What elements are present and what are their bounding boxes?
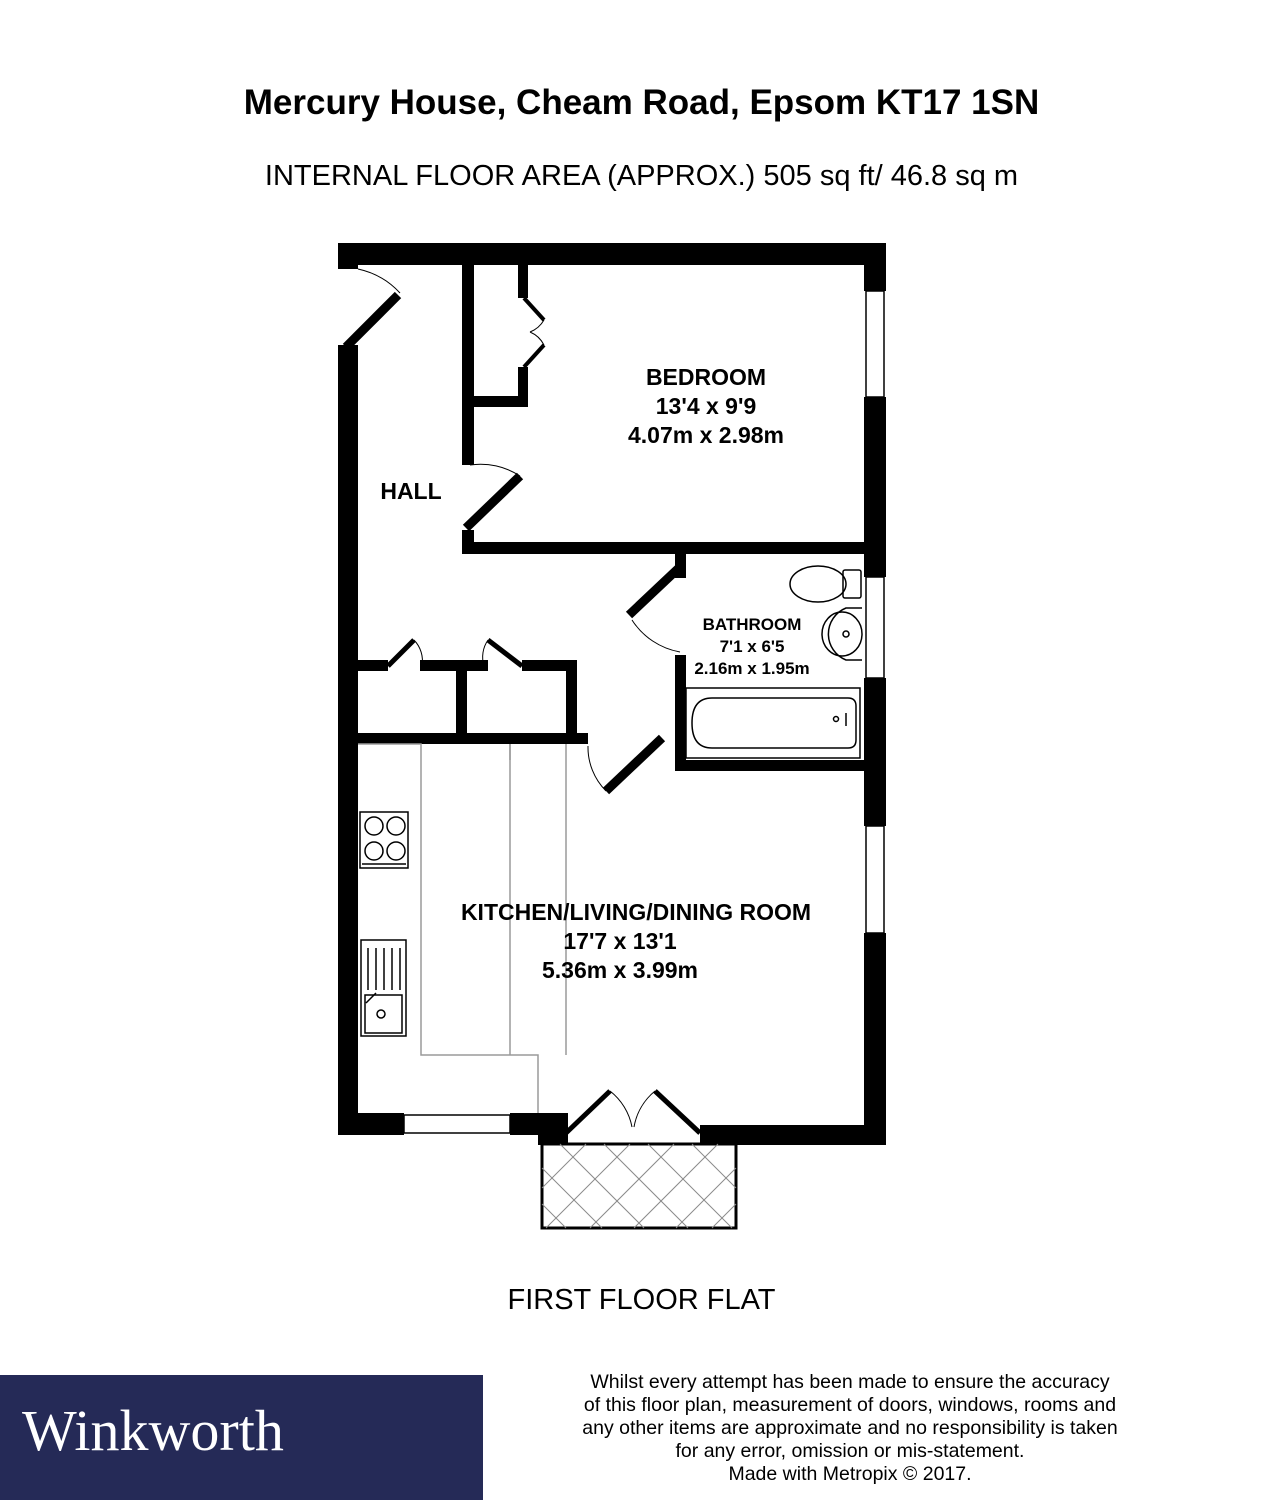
bedroom-name: BEDROOM (645, 364, 767, 390)
disclaimer-line: any other items are approximate and no responsibility is taken (582, 1417, 1118, 1439)
windows (404, 291, 884, 1133)
disclaimer-line: Whilst every attempt has been made to ensure the accuracy (590, 1371, 1110, 1393)
floor-area: INTERNAL FLOOR AREA (APPROX.) 505 sq ft/ 46.8 sq m (264, 160, 1019, 192)
disclaimer-line: of this floor plan, measurement of doors, windows, rooms and (583, 1394, 1117, 1416)
kitchen-name: KITCHEN/LIVING/DINING ROOM (460, 899, 812, 925)
bathroom-metric: 2.16m x 1.95m (694, 659, 810, 678)
disclaimer-line: for any error, omission or mis-statement. (675, 1440, 1025, 1462)
bedroom-imperial: 13'4 x 9'9 (655, 393, 757, 419)
floor-label: FIRST FLOOR FLAT (507, 1284, 776, 1316)
basin-icon (822, 608, 862, 660)
hall-name: HALL (380, 478, 442, 504)
bathroom-imperial: 7'1 x 6'5 (719, 637, 785, 656)
bathroom-name: BATHROOM (702, 615, 802, 634)
disclaimer (520, 1371, 1180, 1486)
brand-name: Winkworth (22, 1398, 284, 1463)
walls (338, 243, 886, 1145)
plan-title: Mercury House, Cheam Road, Epsom KT17 1SN (243, 83, 1040, 122)
sink-icon (361, 940, 406, 1036)
bedroom-metric: 4.07m x 2.98m (627, 422, 785, 448)
kitchen-worktop (358, 744, 566, 1113)
brand-logo (0, 1375, 483, 1500)
hob-icon (360, 812, 408, 868)
kitchen-metric: 5.36m x 3.99m (541, 957, 699, 983)
balcony (542, 1144, 736, 1228)
toilet-icon (790, 566, 861, 602)
kitchen-imperial: 17'7 x 13'1 (563, 928, 677, 954)
bath-icon (686, 688, 860, 758)
disclaimer-line: Made with Metropix © 2017. (728, 1463, 972, 1485)
